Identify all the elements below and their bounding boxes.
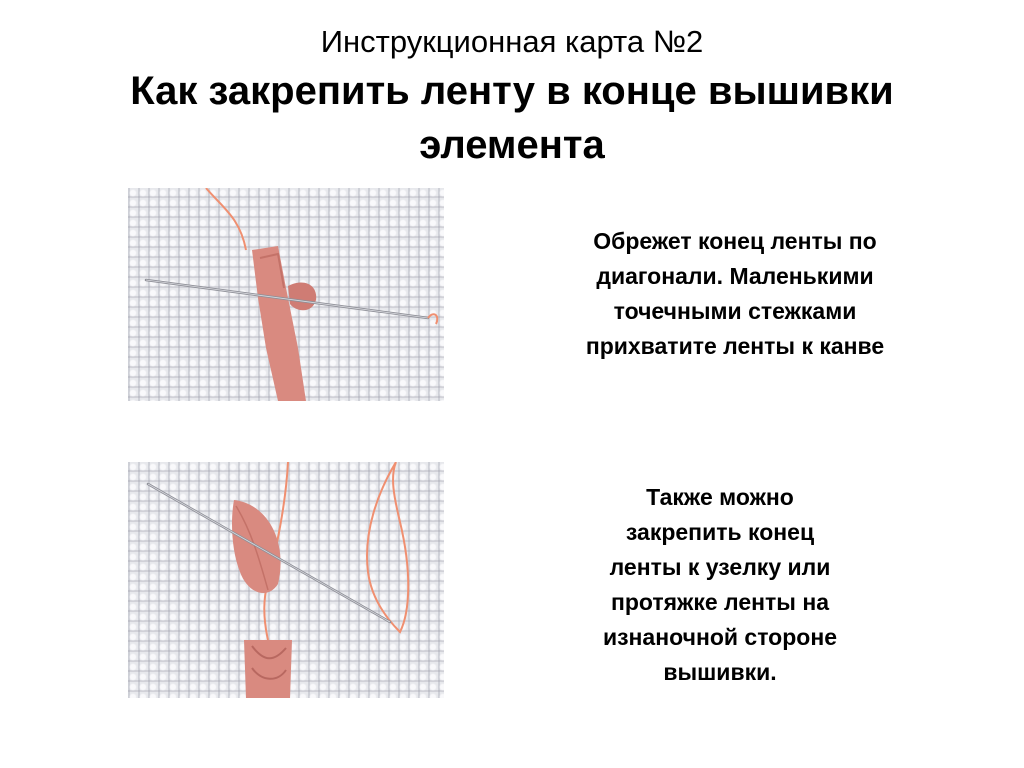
- ribbon-knot: [288, 282, 316, 310]
- needle-highlight: [148, 484, 390, 622]
- ribbon-needle-illustration-1: [128, 188, 444, 401]
- thread-loop: [367, 462, 408, 632]
- ribbon-strip: [252, 246, 306, 401]
- slide-subtitle: Инструкционная карта №2: [320, 24, 704, 59]
- instruction-text-step-1: Обрежет конец ленты по диагонали. Маленькими точечными стежками прихватите ленты к канве: [585, 228, 885, 359]
- embroidery-photo-step-1: [128, 188, 444, 401]
- ribbon-needle-illustration-2: [128, 462, 444, 698]
- embroidery-photo-step-2: [128, 462, 444, 698]
- thread-line: [206, 188, 246, 250]
- instruction-text-step-2: Также можно закрепить конец ленты к узелку или протяжке ленты на изнаночной стороне вышивки.: [602, 484, 838, 685]
- slide-title: Как закрепить ленту в конце вышивки элемента: [130, 69, 894, 167]
- thread-loop: [428, 314, 437, 324]
